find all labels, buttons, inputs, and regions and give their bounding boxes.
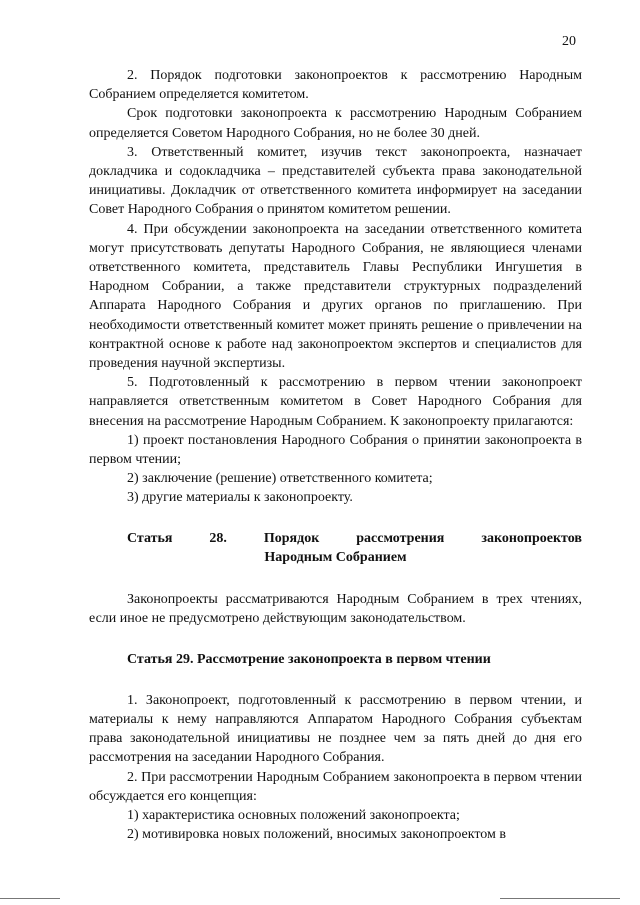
scan-mark xyxy=(500,898,620,899)
list-item: 2) мотивировка новых положений, вносимых законопроектом в xyxy=(127,827,506,843)
article-28-heading-line2: Народным Собранием xyxy=(264,549,407,565)
paragraph: 5. Подготовленный к рассмотрению в первом чтении законопроект направляется ответственным комитетом в Совет Народного Собрания для внесения на рассмотрение Народным Собранием. К законопроекту прилагаются: xyxy=(89,375,582,429)
paragraph: Срок подготовки законопроекта к рассмотрению Народным Собранием определяется Советом Народного Собрания, но не более 30 дней. xyxy=(89,106,582,141)
paragraph: 3. Ответственный комитет, изучив текст законопроекта, назначает докладчика и содокладчика – представителей субъекта права законодательной инициативы. Докладчик от ответственного комитета информирует на заседании Совет Народного Собрания о принятом комитетом решении. xyxy=(89,144,582,218)
scan-mark xyxy=(0,898,60,899)
list-item: 1) проект постановления Народного Собрания о принятии законопроекта в первом чтении; xyxy=(89,432,582,468)
document-body xyxy=(89,66,582,844)
heading-word: законопроектов xyxy=(481,530,582,546)
article-label: Статья xyxy=(127,530,173,546)
paragraph: 4. При обсуждении законопроекта на заседании ответственного комитета могут присутствовать депутаты Народного Собрания, не являющиеся членами ответственного комитета, представитель Главы Республики Ингушетия в Народном Собрании, а также представители структурных подразделений Аппарата Народного Собрания и других органов по приглашению. При необходимости ответственный комитет может принять решение о привлечении на контрактной основе к работе над законопроектом экспертов и специалистов для проведения научной экспертизы. xyxy=(89,221,582,372)
list-item: 1) характеристика основных положений законопроекта; xyxy=(127,807,460,823)
list-item: 2) заключение (решение) ответственного комитета; xyxy=(127,471,433,487)
article-28-heading xyxy=(89,529,582,567)
heading-word: рассмотрения xyxy=(356,530,445,546)
paragraph: Законопроекты рассматриваются Народным Собранием в трех чтениях, если иное не предусмотрено действующим законодательством. xyxy=(89,592,582,627)
article-number: 28. xyxy=(209,530,227,546)
scan-edge-marks xyxy=(0,895,640,905)
paragraph: 1. Законопроект, подготовленный к рассмотрению в первом чтении, и материалы к нему направляются Аппаратом Народного Собрания субъектам права законодательной инициативы не позднее чем за пять дней до дня его рассмотрения на заседании Народного Собрания. xyxy=(89,692,582,766)
heading-word: Порядок xyxy=(263,530,320,546)
paragraph: 2. Порядок подготовки законопроектов к рассмотрению Народным Собранием определяется комитетом. xyxy=(89,68,582,103)
article-28-heading-line1 xyxy=(89,529,582,548)
list-item: 3) другие материалы к законопроекту. xyxy=(127,490,353,506)
paragraph: 2. При рассмотрении Народным Собранием законопроекта в первом чтении обсуждается его концепция: xyxy=(89,769,582,804)
page-number: 20 xyxy=(562,34,576,49)
article-29-heading: Статья 29. Рассмотрение законопроекта в первом чтении xyxy=(127,652,491,668)
